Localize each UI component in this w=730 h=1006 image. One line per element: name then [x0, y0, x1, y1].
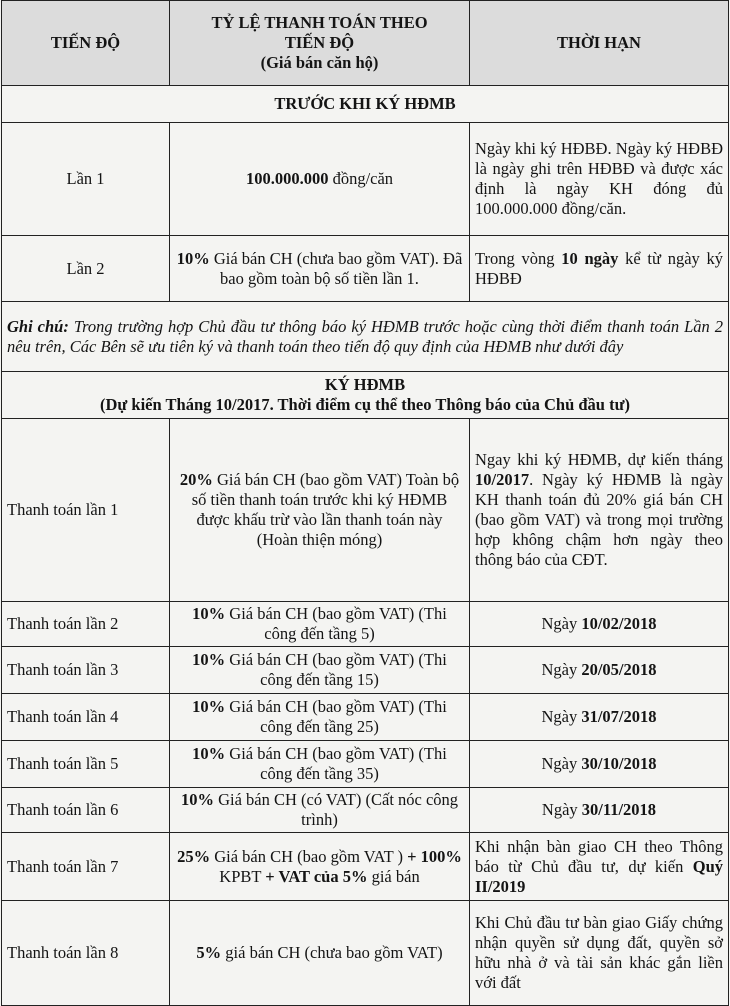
stage-cell: Lần 1	[2, 123, 170, 236]
header-row	[2, 1, 729, 86]
stage-cell: Thanh toán lần 1	[2, 419, 170, 602]
table-row	[2, 901, 729, 1006]
ratio-cell: 10% Giá bán CH (có VAT) (Cất nóc công trình)	[170, 788, 470, 833]
section-sign: KÝ HĐMB (Dự kiến Tháng 10/2017. Thời điểm cụ thể theo Thông báo của Chủ đầu tư)	[2, 372, 729, 419]
ratio-cell: 10% Giá bán CH (bao gồm VAT) (Thi công đến tầng 15)	[170, 647, 470, 694]
ratio-cell: 20% Giá bán CH (bao gồm VAT) Toàn bộ số tiền thanh toán trước khi ký HĐMB được khấu trừ vào lần thanh toán này (Hoàn thiện móng)	[170, 419, 470, 602]
note-label: Ghi chú:	[7, 316, 69, 336]
stage-cell: Thanh toán lần 3	[2, 647, 170, 694]
ratio-cell: 25% Giá bán CH (bao gồm VAT ) + 100% KPBT + VAT của 5% giá bán	[170, 833, 470, 901]
ratio-cell: 10% Giá bán CH (bao gồm VAT) (Thi công đến tầng 5)	[170, 602, 470, 647]
deadline-cell: Ngày khi ký HĐBĐ. Ngày ký HĐBĐ là ngày ghi trên HĐBĐ và được xác định là ngày KH đóng đủ 100.000.000 đồng/căn.	[470, 123, 729, 236]
deadline-cell: Khi Chủ đầu tư bàn giao Giấy chứng nhận quyền sử dụng đất, quyền sở hữu nhà ở và tài sản khác gắn liền với đất	[470, 901, 729, 1006]
ratio-cell: 5% giá bán CH (chưa bao gồm VAT)	[170, 901, 470, 1006]
deadline-cell: Ngày 10/02/2018	[470, 602, 729, 647]
table-row	[2, 741, 729, 788]
ratio-cell: 10% Giá bán CH (bao gồm VAT) (Thi công đến tầng 25)	[170, 694, 470, 741]
note-row	[2, 302, 729, 372]
deadline-cell: Ngày 30/11/2018	[470, 788, 729, 833]
section-row	[2, 86, 729, 123]
table-row	[2, 602, 729, 647]
ratio-cell: 10% Giá bán CH (chưa bao gồm VAT). Đã bao gồm toàn bộ số tiền lần 1.	[170, 236, 470, 302]
stage-cell: Thanh toán lần 8	[2, 901, 170, 1006]
ratio-cell: 10% Giá bán CH (bao gồm VAT) (Thi công đến tầng 35)	[170, 741, 470, 788]
header-deadline: THỜI HẠN	[470, 1, 729, 86]
table-row	[2, 647, 729, 694]
header-stage: TIẾN ĐỘ	[2, 1, 170, 86]
stage-cell: Thanh toán lần 6	[2, 788, 170, 833]
header-ratio: TỶ LỆ THANH TOÁN THEO TIẾN ĐỘ (Giá bán căn hộ)	[170, 1, 470, 86]
deadline-cell: Ngày 31/07/2018	[470, 694, 729, 741]
table-row	[2, 788, 729, 833]
table-row	[2, 419, 729, 602]
note-cell	[2, 302, 729, 372]
deadline-cell: Ngày 30/10/2018	[470, 741, 729, 788]
table-row	[2, 236, 729, 302]
deadline-cell: Ngày 20/05/2018	[470, 647, 729, 694]
stage-cell: Thanh toán lần 5	[2, 741, 170, 788]
table-row	[2, 123, 729, 236]
section-row	[2, 372, 729, 419]
ratio-cell: 100.000.000 đồng/căn	[170, 123, 470, 236]
payment-schedule-table	[1, 0, 729, 1006]
deadline-cell: Khi nhận bàn giao CH theo Thông báo từ Chủ đầu tư, dự kiến Quý II/2019	[470, 833, 729, 901]
stage-cell: Lần 2	[2, 236, 170, 302]
deadline-cell: Trong vòng 10 ngày kể từ ngày ký HĐBĐ	[470, 236, 729, 302]
stage-cell: Thanh toán lần 2	[2, 602, 170, 647]
table-row	[2, 694, 729, 741]
stage-cell: Thanh toán lần 4	[2, 694, 170, 741]
section-before-title: TRƯỚC KHI KÝ HĐMB	[2, 86, 729, 123]
note-text: Trong trường hợp Chủ đầu tư thông báo ký HĐMB trước hoặc cùng thời điểm thanh toán Lần 2 nêu trên, Các Bên sẽ ưu tiên ký và thanh toán theo tiến độ quy định của HĐMB như dưới đây	[7, 316, 723, 356]
stage-cell: Thanh toán lần 7	[2, 833, 170, 901]
table-row	[2, 833, 729, 901]
deadline-cell: Ngay khi ký HĐMB, dự kiến tháng 10/2017. Ngày ký HĐMB là ngày KH thanh toán đủ 20% giá bán CH (bao gồm VAT) và trong mọi trường hợp không chậm hơn ngày theo thông báo của CĐT.	[470, 419, 729, 602]
